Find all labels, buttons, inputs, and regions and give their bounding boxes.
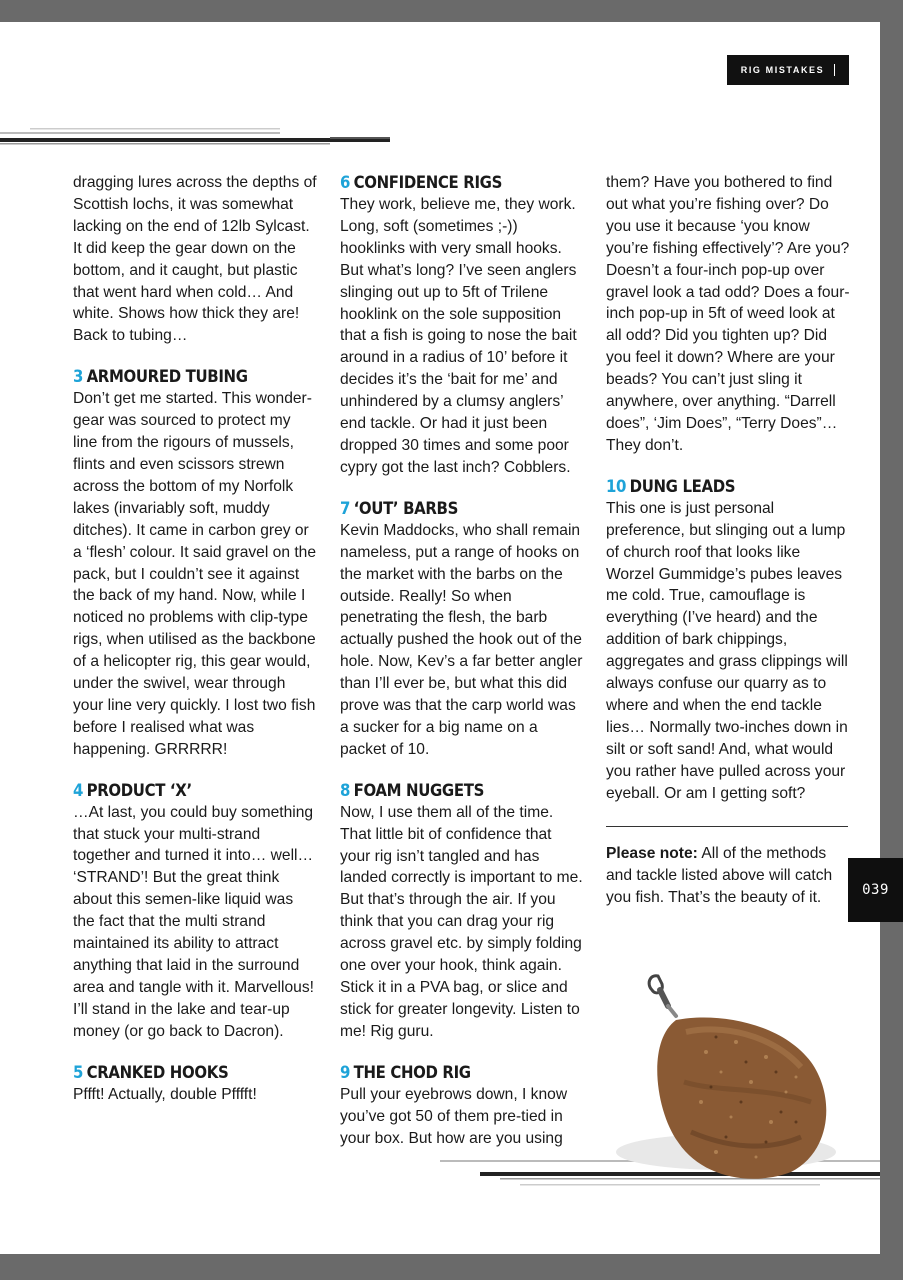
body-out-barbs: Kevin Maddocks, who shall remain nameless, put a range of hooks on the market with the barbs on the outside. Really! So when penetrating the flesh, the barb actually pushed the hook out of the hole. Now, Kev’s a far better angler than I’ll ever be, but what this did prove was that the carp world was a sucker for a big name on a packet of 10. <box>340 521 583 758</box>
note-label: Please note: <box>606 845 698 863</box>
heading-number: 3 <box>73 367 84 388</box>
body-dung-leads: This one is just personal preference, but slinging out a lump of church roof that looks like Worzel Gummidge’s pubes leaves me cold. True, camouflage is everything (I’ve heard) and the addition of bark chippings, aggregates and grass clippings will always confuse our quarry as to where and when the end tackle lies… Normally two-inches down in silt or soft sand! And, what would you rather have pulled across your eyeball. Or am I getting soft? <box>606 499 848 802</box>
heading-title: FOAM NUGGETS <box>353 780 485 801</box>
heading-title: CONFIDENCE RIGS <box>353 173 503 193</box>
heading-foam-nuggets <box>340 780 555 802</box>
heading-armoured-tubing <box>73 366 288 388</box>
heading-dung-leads <box>606 476 821 498</box>
section-label-divider <box>834 64 835 76</box>
heading-title: THE CHOD RIG <box>353 1062 471 1083</box>
section-label <box>727 55 849 85</box>
heading-number: 4 <box>73 780 84 801</box>
heading-title: CRANKED HOOKS <box>86 1062 229 1083</box>
heading-number: 6 <box>340 173 351 193</box>
heading-number: 8 <box>340 780 351 801</box>
heading-title: DUNG LEADS <box>629 476 736 497</box>
heading-confidence-rigs <box>340 172 555 194</box>
note-divider <box>606 826 848 827</box>
heading-number: 7 <box>340 498 351 519</box>
heading-out-barbs <box>340 498 555 520</box>
grunge-rule-top <box>0 118 390 148</box>
heading-number: 10 <box>606 476 627 497</box>
heading-title: ARMOURED TUBING <box>86 367 248 388</box>
dung-lead-image <box>606 962 851 1192</box>
please-note <box>606 843 850 909</box>
page-number: 039 <box>848 858 903 922</box>
body-confidence-rigs: They work, believe me, they work. Long, soft (sometimes ;-)) hooklinks with very small hooks. But what’s long? I’ve seen anglers slinging out up to 5ft of Trilene hooklink on the sole supposition that a fish is going to nose the bait around in a radius of 10’ before it decides it’s the ‘bait for me’ and unhindered by a clumsy anglers’ end tackle. Or had it just been dropped 30 times and some poor cypry got the last inch? Cobblers. <box>340 196 577 476</box>
column-1 <box>73 172 317 1125</box>
heading-number: 9 <box>340 1062 351 1083</box>
body-chod-rig-continued: them? Have you bothered to find out what you’re fishing over? Do you use it because ‘you know you’re fishing effectively’? Are you? Doesn’t a four-inch pop-up over gravel look a tad odd? Does a four-inch pop-up in 5ft of weed look at all odd? Did you tighten up? Did you feel it down? Where are your beads? You can’t just sling it anywhere, over anything. “Darrell does”, ‘Jim Does”, “Terry Does”… They don’t. <box>606 174 850 454</box>
heading-number: 5 <box>73 1062 84 1083</box>
heading-chod-rig <box>340 1062 555 1084</box>
body-product-x: …At last, you could buy something that stuck your multi-strand together and turned it into… well… ‘STRAND’! But the great think about this semen-like liquid was the fact that the multi strand maintained its ability to attract anything that laid in the surround area and tangle with it. Marvellous! I’ll stand in the lake and tear-up money (or go back to Dacron). <box>73 803 314 1040</box>
heading-cranked-hooks <box>73 1062 288 1084</box>
body-foam-nuggets: Now, I use them all of the time. That little bit of confidence that your rig isn’t tangled and has landed correctly is important to me. But that’s through the air. If you think that you can drag your rig across gravel etc. by simply folding one over your hook, think again. Stick it in a PVA bag, or slice and stick for greater longevity. Listen to me! Rig guru. <box>340 803 583 1040</box>
body-cranked-hooks: Pffft! Actually, double Pfffft! <box>73 1085 257 1103</box>
heading-title: PRODUCT ‘X’ <box>86 780 192 801</box>
heading-product-x <box>73 780 288 802</box>
body-chod-rig: Pull your eyebrows down, I know you’ve got 50 of them pre-tied in your box. But how are you using <box>340 1085 568 1147</box>
magazine-page <box>0 22 880 1254</box>
note-text: All of the methods and tackle listed above will catch you fish. That’s the beauty of it. <box>606 845 833 907</box>
column-3 <box>606 172 850 928</box>
body-armoured-tubing: Don’t get me started. This wonder-gear was sourced to protect my line from the rigours of mussels, flints and even scissors strewn across the bottom of my Norfolk lakes (invariably soft, muddy ditches). It came in carbon grey or a ‘flesh’ colour. It said gravel on the pack, but I couldn’t see it against the back of my hand. Now, while I noticed no problems with clip-type rigs, when utilised as the backbone of a helicopter rig, this gear would, under the swivel, wear through your line very quickly. I lost two fish before I realised what was happening. GRRRRR! <box>73 390 316 758</box>
column1-intro: dragging lures across the depths of Scottish lochs, it was somewhat lacking on the end of 12lb Sylcast. It did keep the gear down on the bottom, and it caught, but plastic that went hard when cold… And white. Shows how thick they are! Back to tubing… <box>73 174 317 345</box>
section-label-text: RIG MISTAKES <box>740 65 825 75</box>
heading-title: ‘OUT’ BARBS <box>353 498 459 519</box>
column-2 <box>340 172 584 1168</box>
